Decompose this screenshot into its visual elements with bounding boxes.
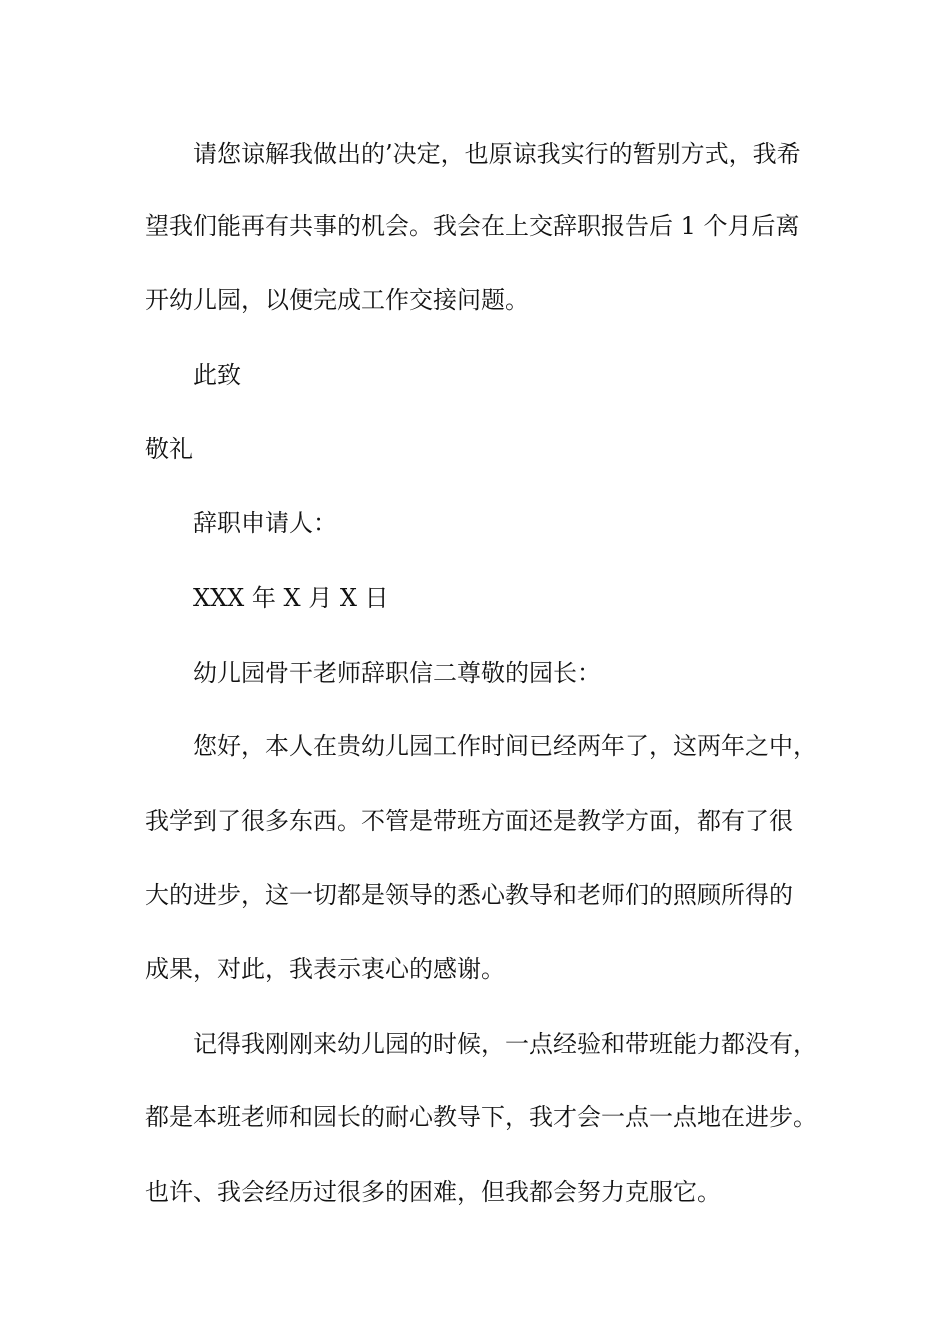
paragraph-line: 大的进步，这一切都是领导的悉心教导和老师们的照顾所得的 [145,881,793,909]
date-line: XXX 年 X 月 X 日 [193,584,389,612]
paragraph-line: 开幼儿园，以便完成工作交接问题。 [145,286,529,314]
paragraph-line: 也许、我会经历过很多的困难，但我都会努力克服它。 [145,1178,721,1206]
paragraph-line: 请您谅解我做出的’决定，也原谅我实行的暂别方式，我希 [193,140,801,168]
paragraph-line: 您好，本人在贵幼儿园工作时间已经两年了，这两年之中， [193,732,817,760]
paragraph-line: 望我们能再有共事的机会。我会在上交辞职报告后 1 个月后离 [145,212,800,240]
closing-salutation: 此致 [193,361,241,389]
closing-regards: 敬礼 [145,435,193,463]
signature-label: 辞职申请人： [193,509,337,537]
paragraph-line: 记得我刚刚来幼儿园的时候，一点经验和带班能力都没有， [193,1030,817,1058]
section-heading: 幼儿园骨干老师辞职信二尊敬的园长： [193,659,601,687]
paragraph-line: 我学到了很多东西。不管是带班方面还是教学方面，都有了很 [145,807,793,835]
paragraph-line: 成果，对此，我表示衷心的感谢。 [145,955,505,983]
paragraph-line: 都是本班老师和园长的耐心教导下，我才会一点一点地在进步。 [145,1103,817,1131]
